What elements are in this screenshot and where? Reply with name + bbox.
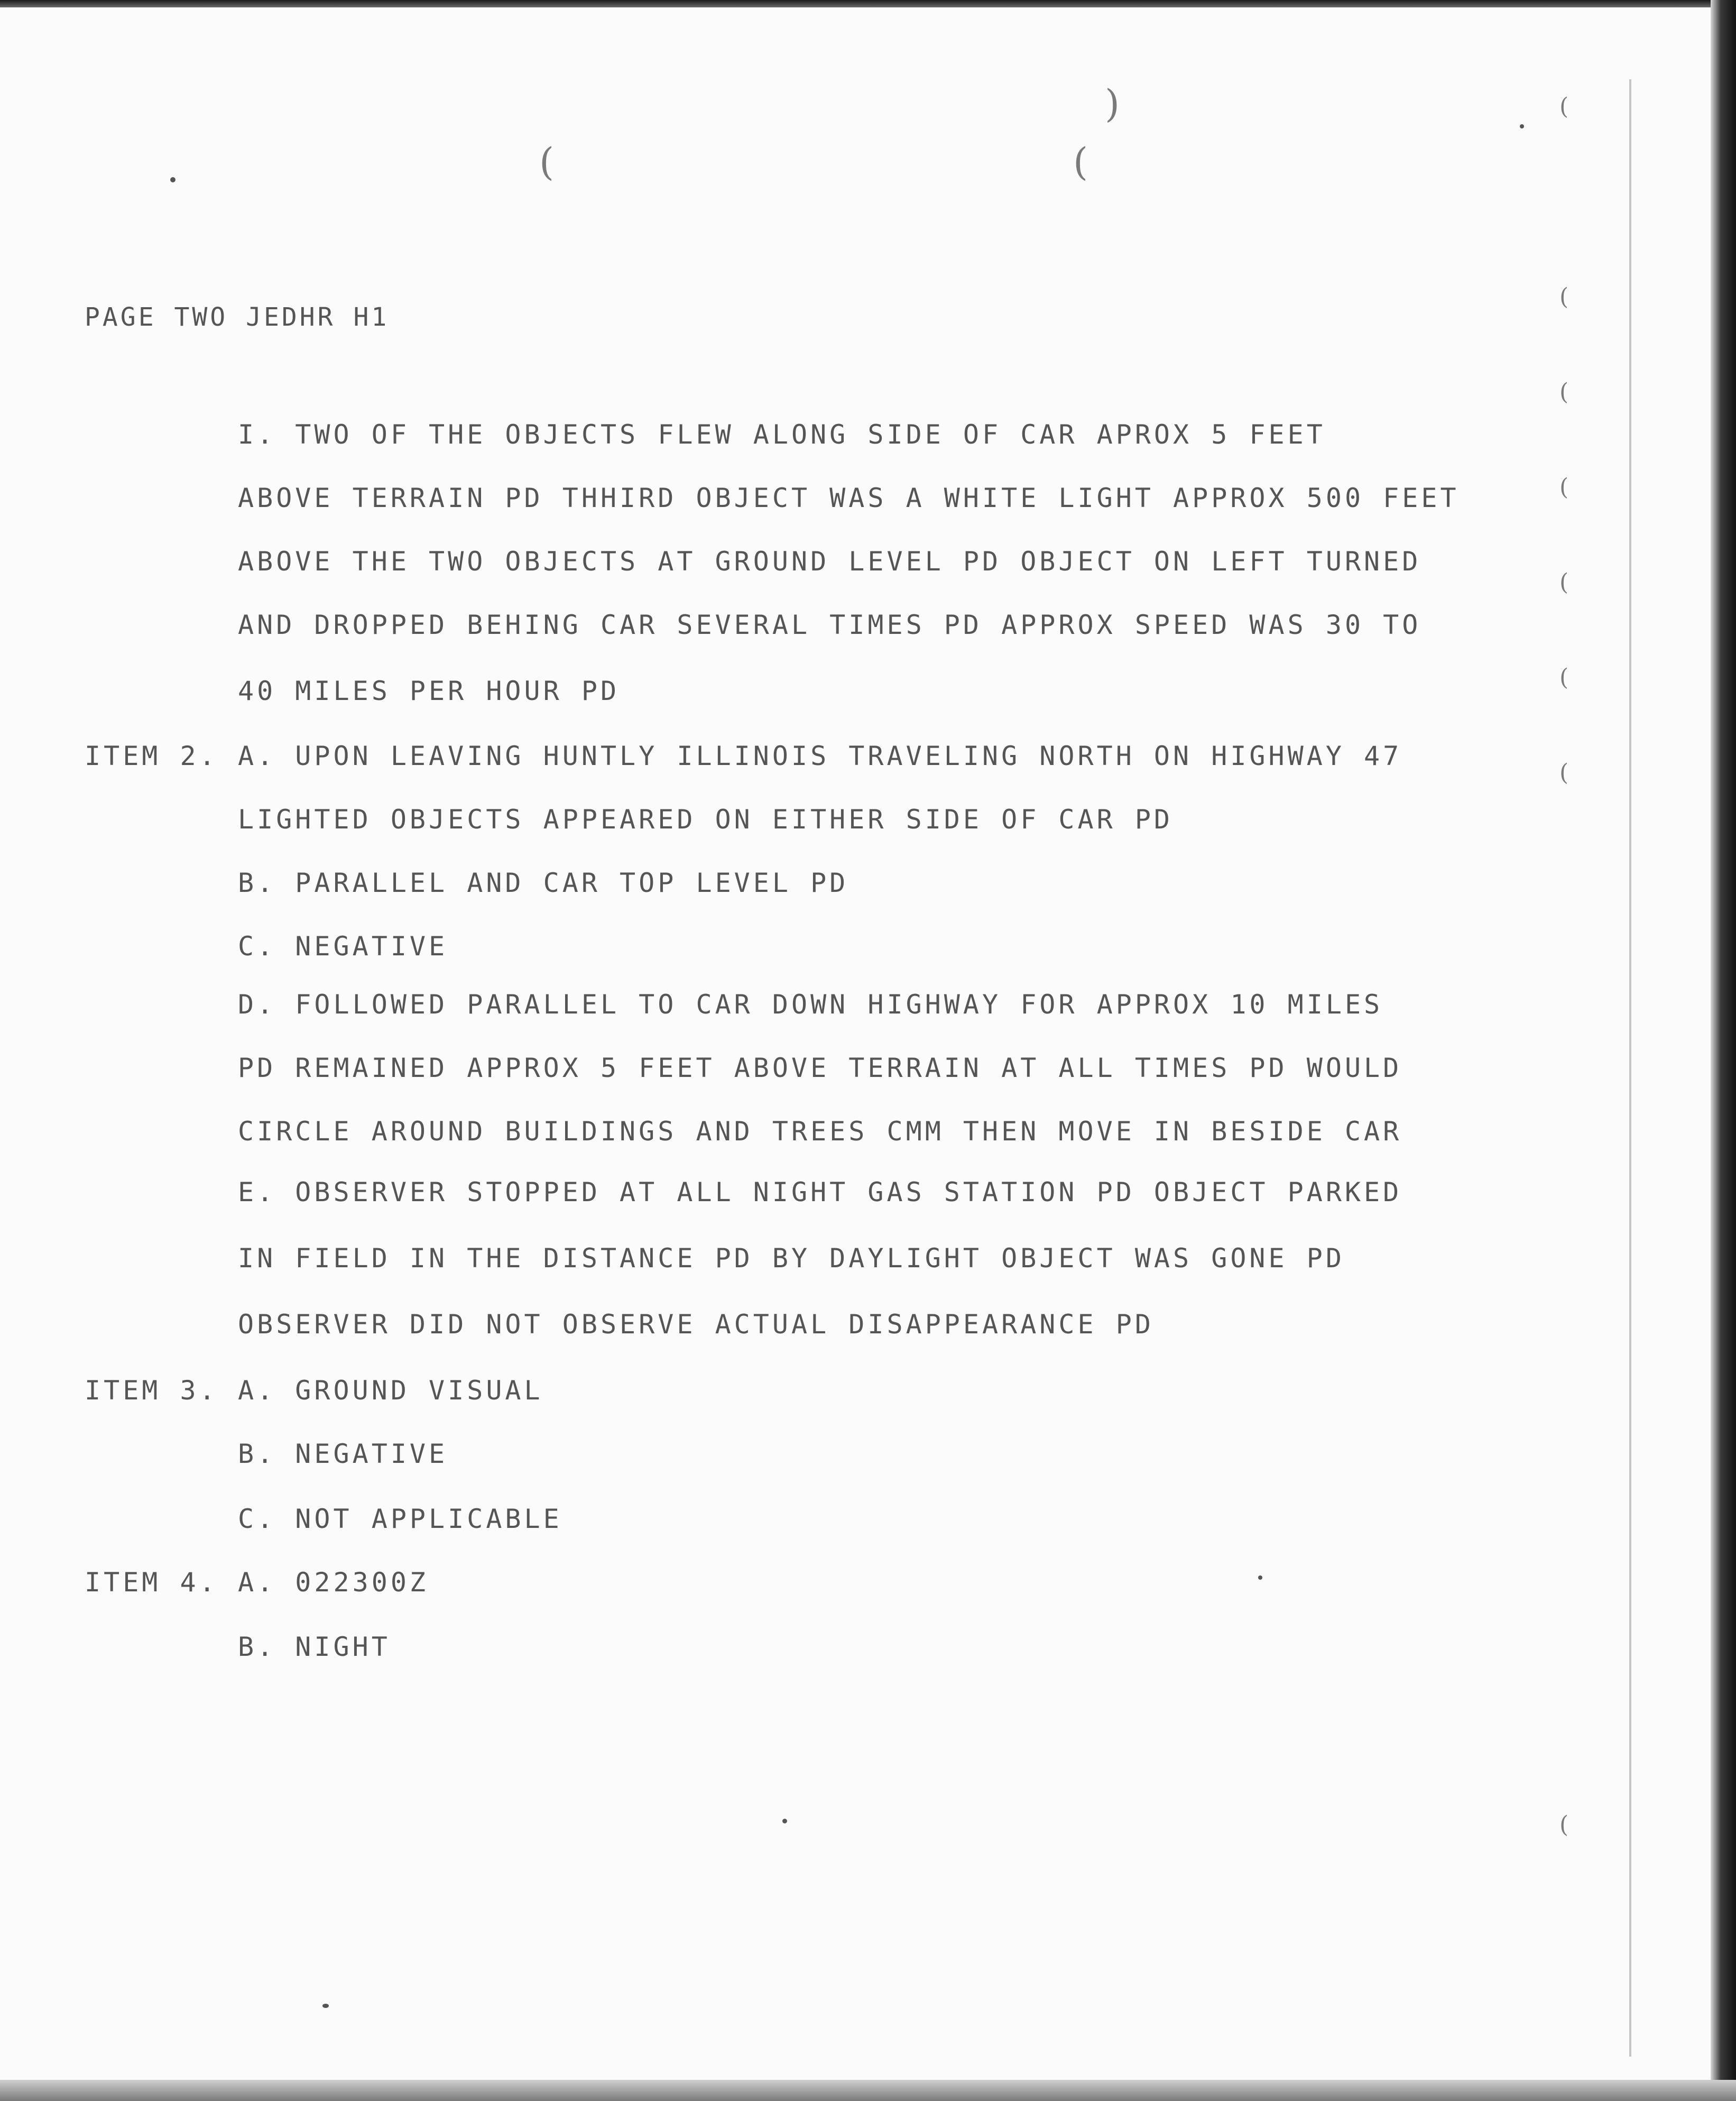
punch-mark: (: [1559, 569, 1569, 596]
body-line: D. FOLLOWED PARALLEL TO CAR DOWN HIGHWAY FOR APPROX 10 MILES: [238, 989, 1383, 1020]
body-line: B. PARALLEL AND CAR TOP LEVEL PD: [238, 868, 849, 898]
punch-mark: ): [1105, 81, 1120, 126]
punch-mark: (: [1559, 664, 1569, 691]
body-line: LIGHTED OBJECTS APPEARED ON EITHER SIDE OF CAR PD: [238, 804, 1174, 835]
body-line: A. 022300Z: [238, 1567, 429, 1598]
item-label: ITEM 2.: [85, 741, 218, 771]
body-line: PD REMAINED APPROX 5 FEET ABOVE TERRAIN AT ALL TIMES PD WOULD: [238, 1053, 1402, 1083]
punch-mark: (: [1559, 1811, 1569, 1838]
item-label: ITEM 4.: [85, 1567, 218, 1598]
punch-mark: (: [1559, 474, 1569, 501]
body-line: ABOVE TERRAIN PD THHIRD OBJECT WAS A WHITE LIGHT APPROX 500 FEET: [238, 483, 1460, 513]
body-line: 40 MILES PER HOUR PD: [238, 676, 620, 706]
punch-mark: (: [1559, 759, 1569, 786]
body-line: IN FIELD IN THE DISTANCE PD BY DAYLIGHT OBJECT WAS GONE PD: [238, 1243, 1345, 1274]
page-header: PAGE TWO JEDHR H1: [85, 302, 390, 332]
body-line: AND DROPPED BEHING CAR SEVERAL TIMES PD APPROX SPEED WAS 30 TO: [238, 610, 1421, 640]
body-line: B. NEGATIVE: [238, 1439, 448, 1469]
body-line: OBSERVER DID NOT OBSERVE ACTUAL DISAPPEARANCE PD: [238, 1309, 1154, 1340]
body-line: A. UPON LEAVING HUNTLY ILLINOIS TRAVELING NORTH ON HIGHWAY 47: [238, 741, 1402, 771]
item-label: ITEM 3.: [85, 1375, 218, 1406]
body-line: C. NEGATIVE: [238, 931, 448, 962]
body-line: A. GROUND VISUAL: [238, 1375, 543, 1406]
punch-mark: (: [539, 140, 555, 184]
body-line: E. OBSERVER STOPPED AT ALL NIGHT GAS STATION PD OBJECT PARKED: [238, 1177, 1402, 1208]
body-line: ABOVE THE TWO OBJECTS AT GROUND LEVEL PD OBJECT ON LEFT TURNED: [238, 546, 1421, 577]
body-line: C. NOT APPLICABLE: [238, 1504, 562, 1534]
punch-mark: (: [1559, 283, 1569, 310]
punch-mark: (: [1073, 140, 1088, 184]
body-line: I. TWO OF THE OBJECTS FLEW ALONG SIDE OF CAR APROX 5 FEET: [238, 419, 1326, 450]
body-line: B. NIGHT: [238, 1632, 391, 1662]
body-line: CIRCLE AROUND BUILDINGS AND TREES CMM THEN MOVE IN BESIDE CAR: [238, 1116, 1402, 1147]
punch-mark: (: [1559, 379, 1569, 406]
punch-mark: (: [1559, 93, 1569, 120]
